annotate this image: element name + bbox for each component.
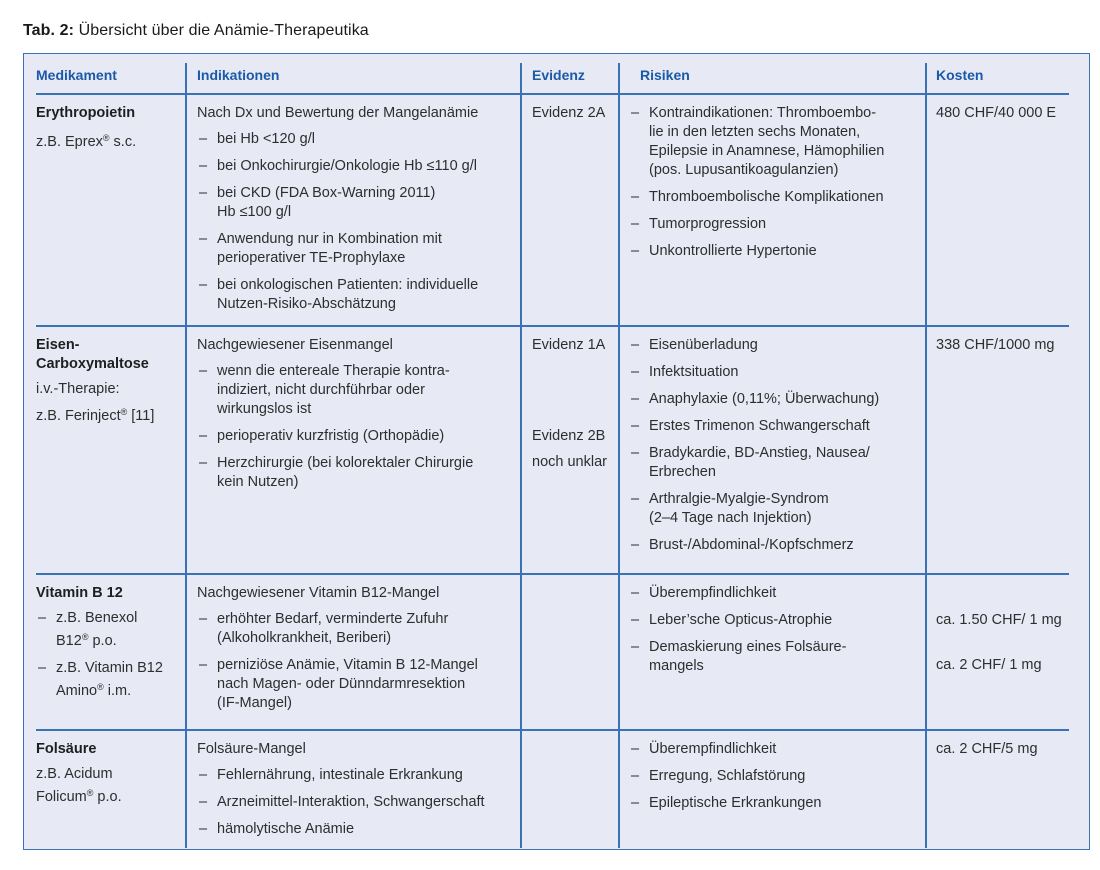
risiko-text: Epileptische Erkrankungen <box>649 795 822 811</box>
risiko-item <box>629 794 919 813</box>
indikation-text: bei Hb <120 g/l <box>217 131 315 147</box>
indikation-item <box>197 610 517 648</box>
risiko-list <box>629 104 919 261</box>
indikation-text: erhöhter Bedarf, verminderte Zufuhr (Alkoholkrankheit, Beriberi) <box>217 611 449 646</box>
dash-bullet: – <box>631 795 640 811</box>
risiko-text: Arthralgie-Myalgie-Syndrom (2–4 Tage nach Injektion) <box>649 491 829 526</box>
dash-bullet: – <box>631 216 640 232</box>
indikationen-cell <box>197 740 517 847</box>
row-divider <box>36 573 1069 575</box>
indikation-item <box>197 766 517 785</box>
medikament-cell <box>36 740 181 811</box>
risiko-item <box>629 242 919 261</box>
anemia-therapeutics-table <box>23 53 1090 850</box>
medikament-product-text: z.B. Benexol B12® p.o. <box>56 610 138 649</box>
medikament-name: Folsäure <box>36 741 97 757</box>
dash-bullet: – <box>631 491 640 507</box>
risiko-text: Erregung, Schlafstörung <box>649 768 806 784</box>
risiko-text: Überempfindlichkeit <box>649 585 777 601</box>
risiko-item <box>629 390 919 409</box>
kosten-cell <box>936 104 1086 131</box>
indikation-text: wenn die entereale Therapie kontra- indiziert, nicht durchführbar oder wirkungslos ist <box>217 363 450 417</box>
evidenz-cell <box>532 336 617 480</box>
indikationen-cell <box>197 104 517 322</box>
risiken-cell <box>629 584 919 684</box>
dash-bullet: – <box>199 767 208 783</box>
indikation-item <box>197 362 517 419</box>
header-kosten: Kosten <box>936 67 984 83</box>
risiko-item <box>629 363 919 382</box>
dash-bullet: – <box>199 158 208 174</box>
dash-bullet: – <box>199 185 208 201</box>
indikation-list <box>197 362 517 492</box>
medikament-product-item <box>36 659 181 701</box>
indikation-text: perioperativ kurzfristig (Orthopädie) <box>217 428 445 444</box>
medikament-product: i.v.-Therapie: <box>36 381 120 397</box>
risiko-item <box>629 740 919 759</box>
evidenz-value: noch unklar <box>532 454 607 470</box>
caption-text: Übersicht über die Anämie-Therapeutika <box>74 22 369 39</box>
dash-bullet: – <box>631 243 640 259</box>
risiko-text: Anaphylaxie (0,11%; Überwachung) <box>649 391 880 407</box>
dash-bullet: – <box>199 455 208 471</box>
risiko-text: Tumorprogression <box>649 216 767 232</box>
risiken-cell <box>629 336 919 563</box>
risiko-text: Thromboembolische Komplikationen <box>649 189 884 205</box>
risiko-text: Kontraindikationen: Thromboembo- lie in den letzten sechs Monaten, Epilepsie in Anamnese, Hämophilien (pos. Lupusantikoagulanzien) <box>649 105 885 178</box>
kosten-value: 480 CHF/40 000 E <box>936 105 1057 121</box>
table-caption <box>23 22 369 40</box>
indikation-item <box>197 427 517 446</box>
dash-bullet: – <box>631 537 640 553</box>
medikament-product: z.B. Ferinject® [11] <box>36 407 155 424</box>
risiko-list <box>629 740 919 813</box>
medikament-product: z.B. Acidum Folicum® p.o. <box>36 766 122 805</box>
indikation-item <box>197 230 517 268</box>
risiken-cell <box>629 104 919 269</box>
risiko-item <box>629 104 919 180</box>
header-evidenz: Evidenz <box>532 67 585 83</box>
risiko-text: Leber’sche Opticus-Atrophie <box>649 612 833 628</box>
kosten-value: ca. 2 CHF/ 1 mg <box>936 657 1042 673</box>
dash-bullet: – <box>631 391 640 407</box>
kosten-value: ca. 1.50 CHF/ 1 mg <box>936 612 1062 628</box>
indikationen-cell <box>197 584 517 721</box>
header-medikament: Medikament <box>36 67 117 83</box>
medikament-name: Eisen- Carboxymaltose <box>36 337 149 372</box>
row-divider <box>36 325 1069 327</box>
evidenz-value: Evidenz 2A <box>532 105 606 121</box>
table-header <box>24 54 1089 94</box>
medikament-cell <box>36 336 181 430</box>
risiko-text: Erstes Trimenon Schwangerschaft <box>649 418 870 434</box>
dash-bullet: – <box>199 821 208 837</box>
risiken-cell <box>629 740 919 821</box>
kosten-value: ca. 2 CHF/5 mg <box>936 741 1038 757</box>
row-divider <box>36 729 1069 731</box>
risiko-item <box>629 767 919 786</box>
risiko-item <box>629 584 919 603</box>
header-indikationen: Indikationen <box>197 67 280 83</box>
risiko-item <box>629 638 919 676</box>
indikation-text: Anwendung nur in Kombination mit perioperativer TE-Prophylaxe <box>217 231 442 266</box>
indikation-text: bei CKD (FDA Box-Warning 2011) Hb ≤100 g/l <box>217 185 436 220</box>
dash-bullet: – <box>631 445 640 461</box>
indikation-list <box>197 610 517 713</box>
dash-bullet: – <box>199 277 208 293</box>
dash-bullet: – <box>199 363 208 379</box>
indikation-text: bei onkologischen Patienten: individuelle Nutzen-Risiko-Abschätzung <box>217 277 479 312</box>
dash-bullet: – <box>199 428 208 444</box>
row-divider <box>36 93 1069 95</box>
caption-label: Tab. 2: <box>23 22 75 39</box>
risiko-text: Überempfindlichkeit <box>649 741 777 757</box>
dash-bullet: – <box>199 231 208 247</box>
indikation-lead: Nachgewiesener Vitamin B12-Mangel <box>197 585 440 601</box>
dash-bullet: – <box>631 585 640 601</box>
medikament-cell <box>36 104 181 156</box>
risiko-text: Infektsituation <box>649 364 739 380</box>
dash-bullet: – <box>631 612 640 628</box>
risiko-text: Eisenüberladung <box>649 337 758 353</box>
indikation-item <box>197 276 517 314</box>
medikament-product: z.B. Eprex® s.c. <box>36 133 137 150</box>
risiko-text: Unkontrollierte Hypertonie <box>649 243 817 259</box>
indikation-list <box>197 130 517 314</box>
kosten-cell <box>936 336 1086 363</box>
risiko-item <box>629 215 919 234</box>
dash-bullet: – <box>38 660 47 676</box>
risiko-list <box>629 336 919 555</box>
risiko-item <box>629 444 919 482</box>
indikation-lead: Nachgewiesener Eisenmangel <box>197 337 393 353</box>
indikation-item <box>197 157 517 176</box>
indikation-list <box>197 766 517 839</box>
indikation-lead: Nach Dx und Bewertung der Mangelanämie <box>197 105 479 121</box>
risiko-text: Demaskierung eines Folsäure- mangels <box>649 639 847 674</box>
indikationen-cell <box>197 336 517 500</box>
evidenz-value: Evidenz 1A <box>532 337 606 353</box>
dash-bullet: – <box>631 105 640 121</box>
indikation-text: hämolytische Anämie <box>217 821 355 837</box>
dash-bullet: – <box>631 189 640 205</box>
medikament-product-list <box>36 609 181 701</box>
dash-bullet: – <box>631 364 640 380</box>
kosten-cell <box>936 740 1086 767</box>
dash-bullet: – <box>631 418 640 434</box>
risiko-list <box>629 584 919 676</box>
dash-bullet: – <box>38 610 47 626</box>
evidenz-cell <box>532 104 617 131</box>
indikation-text: perniziöse Anämie, Vitamin B 12-Mangel nach Magen- oder Dünndarmresektion (IF-Mangel) <box>217 657 478 711</box>
dash-bullet: – <box>199 131 208 147</box>
risiko-item <box>629 611 919 630</box>
risiko-item <box>629 490 919 528</box>
kosten-cell <box>936 584 1086 683</box>
indikation-item <box>197 820 517 839</box>
risiko-item <box>629 417 919 436</box>
evidenz-value: Evidenz 2B <box>532 428 606 444</box>
indikation-text: bei Onkochirurgie/Onkologie Hb ≤110 g/l <box>217 158 477 174</box>
dash-bullet: – <box>631 337 640 353</box>
dash-bullet: – <box>631 639 640 655</box>
dash-bullet: – <box>631 741 640 757</box>
indikation-item <box>197 656 517 713</box>
risiko-text: Bradykardie, BD-Anstieg, Nausea/ Erbrechen <box>649 445 870 480</box>
risiko-item <box>629 188 919 207</box>
indikation-item <box>197 793 517 812</box>
risiko-text: Brust-/Abdominal-/Kopfschmerz <box>649 537 854 553</box>
indikation-item <box>197 454 517 492</box>
medikament-name: Vitamin B 12 <box>36 585 123 601</box>
indikation-lead: Folsäure-Mangel <box>197 741 306 757</box>
indikation-text: Herzchirurgie (bei kolorektaler Chirurgie kein Nutzen) <box>217 455 474 490</box>
risiko-item <box>629 336 919 355</box>
indikation-item <box>197 184 517 222</box>
header-risiken: Risiken <box>640 67 690 83</box>
indikation-item <box>197 130 517 149</box>
dash-bullet: – <box>199 657 208 673</box>
risiko-item <box>629 536 919 555</box>
medikament-product-text: z.B. Vitamin B12 Amino® i.m. <box>56 660 163 699</box>
dash-bullet: – <box>199 611 208 627</box>
indikation-text: Fehlernährung, intestinale Erkrankung <box>217 767 463 783</box>
medikament-cell <box>36 584 181 709</box>
medikament-product-item <box>36 609 181 651</box>
dash-bullet: – <box>199 794 208 810</box>
dash-bullet: – <box>631 768 640 784</box>
indikation-text: Arzneimittel-Interaktion, Schwangerschaft <box>217 794 485 810</box>
kosten-value: 338 CHF/1000 mg <box>936 337 1055 353</box>
medikament-name: Erythropoietin <box>36 105 136 121</box>
